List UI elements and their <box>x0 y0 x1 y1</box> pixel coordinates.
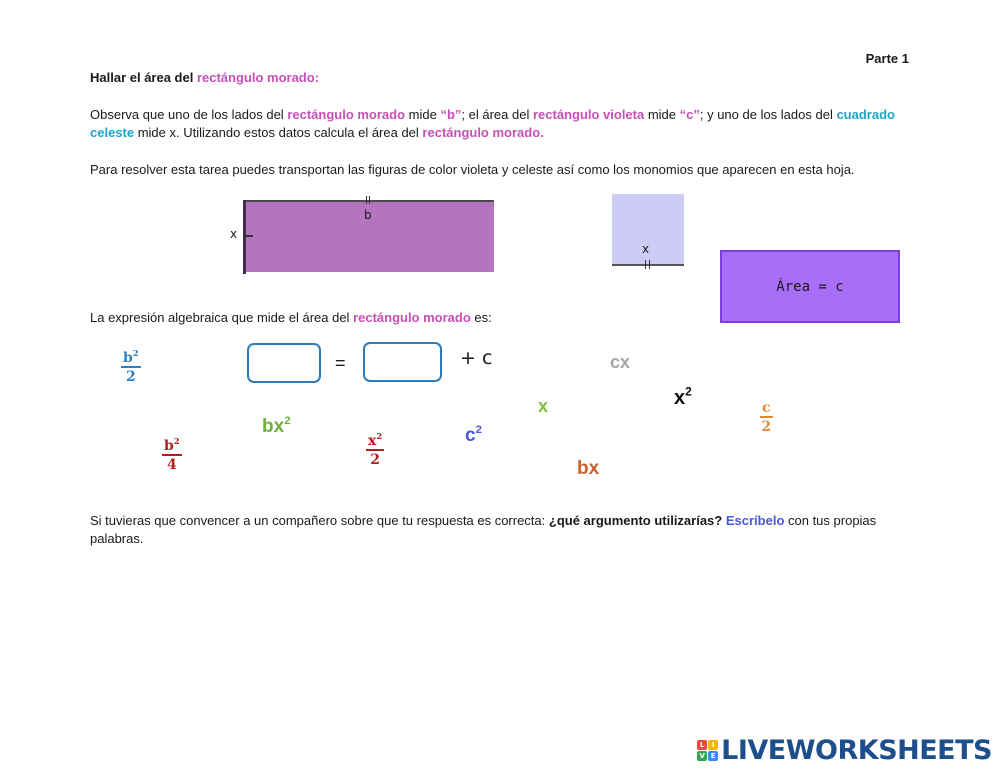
monomial-b2-over-2[interactable] <box>121 350 141 386</box>
numerator: $x^2$ <box>368 431 383 449</box>
p1-text-2: mide <box>405 107 441 122</box>
square-tick-1 <box>645 260 646 269</box>
numerator: $b^2$ <box>123 348 139 366</box>
answer-box-left[interactable] <box>247 343 321 383</box>
purple-rectangle-left-edge <box>243 200 246 274</box>
p1-highlight-purple-rect: rectángulo morado <box>287 107 406 122</box>
numerator: $b^2$ <box>164 436 180 454</box>
label-square-side-x: x <box>642 242 650 256</box>
monomial-x[interactable]: x <box>538 396 549 416</box>
logo-letter: I <box>708 740 718 750</box>
expression-prompt <box>90 309 492 327</box>
label-side-b: b <box>364 208 372 222</box>
tick-mark-left <box>243 235 253 237</box>
p1-highlight-purple-rect-2: rectángulo morado. <box>422 125 544 140</box>
p1-highlight-violet-rect: rectángulo violeta <box>532 107 645 122</box>
numerator: c <box>762 400 771 416</box>
area-label: Área = c <box>776 278 844 295</box>
logo-grid-icon <box>697 740 718 761</box>
expression-text-2: es: <box>470 310 492 325</box>
p1-highlight-b: “b” <box>440 107 462 122</box>
task-title <box>90 69 319 87</box>
question-text-1: Si tuvieras que convencer a un compañero sobre que tu respuesta es correcta: <box>90 513 549 528</box>
monomial-c-over-2[interactable] <box>760 400 773 436</box>
denominator: 2 <box>761 419 772 435</box>
expression-highlight: rectángulo morado <box>353 310 471 325</box>
violet-area-rectangle[interactable] <box>720 250 900 323</box>
square-tick-2 <box>649 260 650 269</box>
plus-c-term: + c <box>460 347 493 369</box>
monomial-bx[interactable]: bx <box>577 458 600 479</box>
tick-mark-top-1 <box>366 196 367 204</box>
denominator: 2 <box>370 452 380 468</box>
instructions-paragraph <box>90 106 912 142</box>
p1-highlight-cyan-square: cuadrado celeste <box>90 107 895 140</box>
p1-text-5: ; y uno de los lados del <box>699 107 837 122</box>
task-title-text: Hallar el área del <box>90 70 197 85</box>
p1-text-6: mide x. Utilizando estos datos calcula el área del <box>134 125 423 140</box>
task-title-highlight: rectángulo morado: <box>196 70 320 85</box>
question-bold: ¿qué argumento utilizarías? <box>548 513 723 528</box>
liveworksheets-logo <box>697 735 992 766</box>
logo-text: LIVEWORKSHEETS <box>721 735 992 766</box>
monomial-c2[interactable]: $c^2$ <box>465 424 482 446</box>
p1-text-1: Observa que uno de los lados del <box>90 107 288 122</box>
monomial-x2-over-2[interactable] <box>366 433 384 469</box>
argument-question <box>90 512 915 548</box>
p1-text-4: mide <box>644 107 680 122</box>
denominator: 2 <box>125 369 136 385</box>
logo-letter: E <box>708 751 718 761</box>
question-text-2: con tus propias palabras. <box>90 513 877 546</box>
p1-text-3: ; el área del <box>461 107 533 122</box>
part-label: Parte 1 <box>865 51 909 66</box>
answer-box-right[interactable] <box>363 342 442 382</box>
monomial-cx[interactable]: cx <box>610 352 631 372</box>
monomial-x2[interactable]: $x^2$ <box>674 384 692 409</box>
p1-highlight-c: “c” <box>679 107 700 122</box>
tick-mark-top-2 <box>369 196 370 204</box>
monomial-b2-over-4[interactable] <box>162 438 182 474</box>
denominator: 4 <box>166 457 177 473</box>
label-side-x: x <box>230 227 238 241</box>
expression-text-1: La expresión algebraica que mide el área del <box>90 310 354 325</box>
logo-letter: V <box>697 751 707 761</box>
instructions-paragraph-2: Para resolver esta tarea puedes transportan las figuras de color violeta y celeste así como los monomios que aparecen en esta hoja. <box>90 162 855 177</box>
monomial-bx2[interactable]: $bx^2$ <box>262 415 291 437</box>
equals-sign: = <box>335 353 346 373</box>
question-highlight: Escríbelo <box>725 513 785 528</box>
logo-letter: L <box>697 740 707 750</box>
